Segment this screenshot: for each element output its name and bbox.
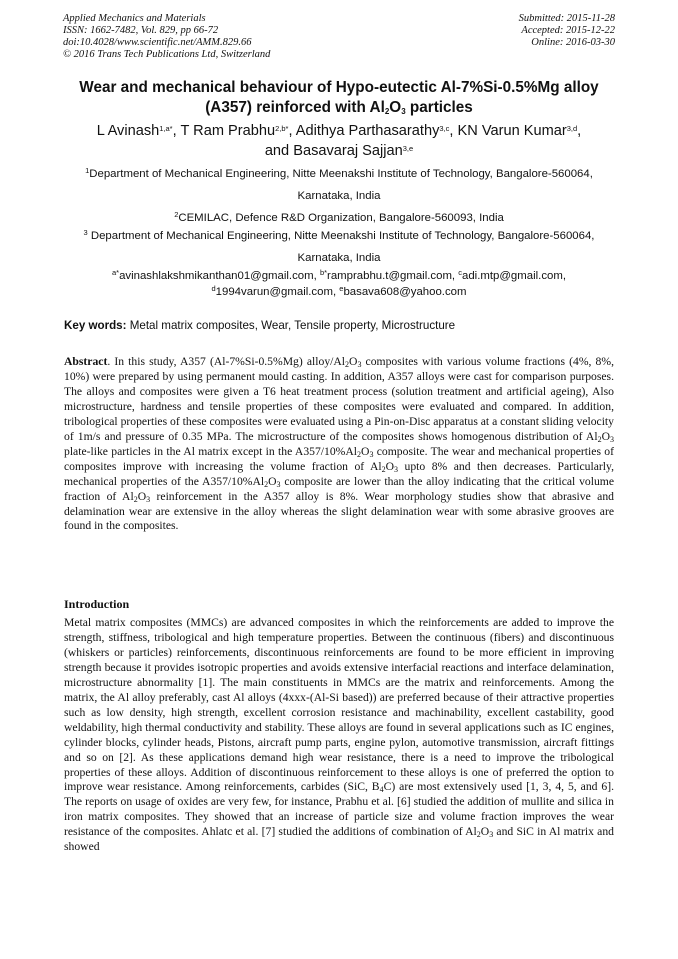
keywords	[64, 319, 455, 333]
author: KN Varun Kumar$^{3,d}$	[457, 123, 578, 139]
journal-doi: doi:10.4028/www.scientific.net/AMM.829.66	[63, 37, 252, 48]
email-link[interactable]: basava608@yahoo.com	[343, 285, 467, 298]
introduction-body: Metal matrix composites (MMCs) are advanced composites in which the reinforcements are added to improve the strength, stiffness, tribological and high temperature properties. Between the continuous (fibers) and discontinuous (whiskers or particles) reinforcements, discontinuous reinforcements are found to be more efficient in improving strength because it provides isotropic properties and avoids extensive interfacial reactions and interface delamination, microstructure abnormality [1]. The main constituents in MMCs are the matrix and reinforcements. Among the matrix, the Al alloy preferably, cast Al alloys (4xxx-(Al-Si based)) are preferred because of their attractive properties such as low density, high strength, excellent corrosion resistance and machinability, excellent castability, good weldability, high thermal conductivity and stability. These alloys are found in several applications such as IC engines, cylinder blocks, cylinder heads, Pistons, aircraft pump parts, engine pylon, automotive transmission, aircraft fittings and so on [2]. As these applications demand high wear resistance, there is a need to improve the tribological properties of these alloys. Addition of discontinuous reinforcement to these alloys is one of preferred the option to improve wear resistance. Among reinforcements, carbides (SiC, $B_4C$) are most extensively used [1, 3, 4, 5, and 6]. The reports on usage of oxides are very few, for instance, Prabhu et al. [6] studied the addition of mullite and silica in iron matrix composites. They showed that an increase of particle size and volume fraction improves the wear resistance of the composites. Ahlatc et al. [7] studied the additions of combination of $Al_2O_3$ and SiC in Al matrix and showed	[64, 616, 614, 854]
title-line-1: Wear and mechanical behaviour of Hypo-eutectic Al-7%Si-0.5%Mg alloy	[79, 79, 599, 96]
abstract-text: . In this study, A357 (Al-7%Si-0.5%Mg) alloy/$Al_2O_3$ composites with various volume fractions (4%, 8%, 10%) were prepared by using permanent mould casting. In addition, A357 alloys were cast for comparison purposes. The alloys and composites were given a T6 heat treatment process (solution treatment and artificial ageing), Also microstructure, hardness and tensile properties of these composites were evaluated and compared. In addition, tribological properties of these composites were evaluated using a Pin-on-Disc apparatus at a constant sliding velocity of 1m/s and pressure of 0.35 MPa. The microstructure of the composites shows homogenous distribution of $Al_2O_3$ plate-like particles in the Al matrix except in the $A357/10\%Al_2O_3$ composite. The wear and mechanical properties of composites improve with increasing the volume fraction of $Al_2O_3$ upto 8% and then decreases. Particularly, mechanical properties of the $A357/10\%Al_2O_3$ composite are lower than the alloy indicating that the critical volume fraction of $Al_2O_3$ reinforcement in the A357 alloy is 8%. Wear morphology studies show that abrasive and delamination wear are extensive in the alloy whereas the slight delamination wear with some abrasive grooves are found in the composites.	[64, 355, 614, 533]
paper-title	[40, 78, 638, 118]
keywords-text: Metal matrix composites, Wear, Tensile property, Microstructure	[126, 319, 456, 332]
submitted-date: Submitted: 2015-11-28	[518, 13, 615, 24]
journal-issn: ISSN: 1662-7482, Vol. 829, pp 66-72	[63, 25, 219, 36]
author: T Ram Prabhu$^{2,b*}$	[180, 123, 289, 139]
author-emails: $^{a*}$avinashlakshmikanthan01@gmail.com, $^{b*}$ramprabhu.t@gmail.com, $^c$adi.mtp@gmail.com, $^d$1994varun@gmail.com, $^e$basava608@yahoo.com	[111, 268, 566, 298]
affiliation-2: $^2$CEMILAC, Defence R&D Organization, Bangalore-560093, India	[174, 210, 504, 224]
email-link[interactable]: 1994varun@gmail.com,	[215, 285, 340, 298]
journal-header	[63, 13, 270, 61]
author: L Avinash$^{1,a*}$	[96, 123, 173, 139]
keywords-label: Key words:	[64, 319, 127, 332]
author: Basavaraj Sajjan$^{3,e}$	[293, 143, 414, 159]
title-line-2: (A357) reinforced with $Al_2O_3$ particles	[205, 99, 473, 116]
author-list: L Avinash$^{1,a*}$, T Ram Prabhu$^{2,b*}$, Adithya Parthasarathy$^{3,c}$, KN Varun Kumar$^{3,d}$, and Basavaraj Sajjan$^{3,e}$	[96, 123, 582, 159]
introduction-text	[64, 616, 614, 855]
author: Adithya Parthasarathy$^{3,c}$	[295, 123, 450, 139]
section-heading: Introduction	[64, 597, 130, 611]
accepted-date: Accepted: 2015-12-22	[521, 25, 615, 36]
online-date: Online: 2016-03-30	[531, 37, 615, 48]
email-link[interactable]: adi.mtp@gmail.com,	[462, 270, 566, 282]
affiliation-1: $^1$Department of Mechanical Engineering, Nitte Meenakshi Institute of Technology, Bangalore-560064, Karnataka, India	[85, 166, 593, 202]
affiliation-3: $^3$ Department of Mechanical Engineering, Nitte Meenakshi Institute of Technology, Bangalore-560064, Karnataka, India	[83, 228, 595, 264]
email-link[interactable]: ramprabhu.t@gmail.com,	[327, 270, 459, 282]
dates-header	[519, 13, 615, 49]
journal-copyright: © 2016 Trans Tech Publications Ltd, Switzerland	[63, 49, 271, 60]
journal-name: Applied Mechanics and Materials	[63, 13, 206, 24]
abstract-label: Abstract	[64, 355, 108, 368]
email-link[interactable]: avinashlakshmikanthan01@gmail.com,	[119, 270, 320, 282]
abstract	[64, 355, 614, 534]
